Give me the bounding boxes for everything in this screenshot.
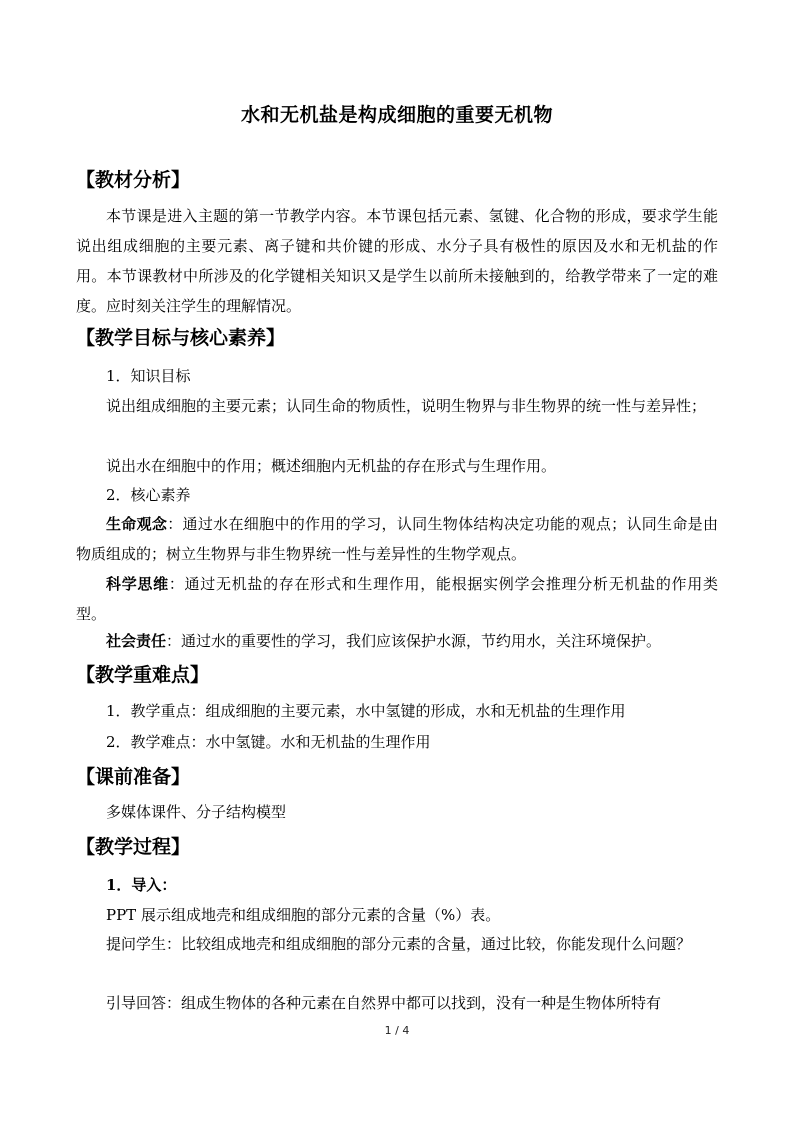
section-heading-teaching-process: 【教学过程】 xyxy=(76,836,191,858)
life-concept-label: 生命观念 xyxy=(106,515,168,533)
scientific-thinking-text: ：通过无机盐的存在形式和生理作用，能根据实例学会推理分析无机盐的作用类型。 xyxy=(76,575,718,623)
preparation-item: 多媒体课件、分子结构模型 xyxy=(106,803,287,821)
knowledge-objective-text-2: 说出水在细胞中的作用；概述细胞内无机盐的存在形式与生理作用。 xyxy=(106,457,557,475)
section-heading-textbook-analysis: 【教材分析】 xyxy=(76,169,191,191)
page-number: 1 / 4 xyxy=(384,1024,410,1037)
social-responsibility-text: ：通过水的重要性的学习，我们应该保护水源，节约用水，关注环境保护。 xyxy=(166,632,662,650)
document-title: 水和无机盐是构成细胞的重要无机物 xyxy=(240,104,553,126)
scientific-thinking-label: 科学思维 xyxy=(106,575,169,593)
core-literacy-life-concept xyxy=(76,509,718,569)
process-step-intro: 1．导入： xyxy=(106,876,177,894)
objective-item-core-literacy: 2．核心素养 xyxy=(106,486,191,504)
difficult-point-item: 2．教学难点：水中氢键。水和无机盐的生理作用 xyxy=(106,733,431,751)
process-intro-text-3: 引导回答：组成生物体的各种元素在自然界中都可以找到，没有一种是生物体所特有 xyxy=(106,994,662,1012)
section-heading-key-difficult-points: 【教学重难点】 xyxy=(76,664,210,686)
core-literacy-scientific-thinking xyxy=(76,569,718,629)
life-concept-text: ：通过水在细胞中的作用的学习，认同生物体结构决定功能的观点；认同生命是由物质组成的；树立生物界与非生物界统一性与差异性的生物学观点。 xyxy=(76,515,718,563)
knowledge-objective-text-1: 说出组成细胞的主要元素；认同生命的物质性，说明生物界与非生物界的统一性与差异性； xyxy=(106,397,707,415)
process-intro-text-1: PPT 展示组成地壳和组成细胞的部分元素的含量（%）表。 xyxy=(106,906,501,924)
section-heading-objectives: 【教学目标与核心素养】 xyxy=(76,327,286,349)
social-responsibility-label: 社会责任 xyxy=(106,632,167,650)
key-point-item: 1．教学重点：组成细胞的主要元素，水中氢键的形成，水和无机盐的生理作用 xyxy=(106,702,626,720)
objective-item-knowledge: 1．知识目标 xyxy=(106,367,191,385)
textbook-analysis-paragraph: 本节课是进入主题的第一节教学内容。本节课包括元素、氢键、化合物的形成，要求学生能说出组成细胞的主要元素、离子键和共价键的形成、水分子具有极性的原因及水和无机盐的作用。本节课教材中所涉及的化学键相关知识又是学生以前所未接触到的，给教学带来了一定的难度。应时刻关注学生的理解情况。 xyxy=(76,207,718,315)
section-heading-preparation: 【课前准备】 xyxy=(76,766,191,788)
process-intro-text-2: 提问学生：比较组成地壳和组成细胞的部分元素的含量，通过比较，你能发现什么问题？ xyxy=(106,935,692,953)
core-literacy-social-responsibility xyxy=(76,626,718,656)
